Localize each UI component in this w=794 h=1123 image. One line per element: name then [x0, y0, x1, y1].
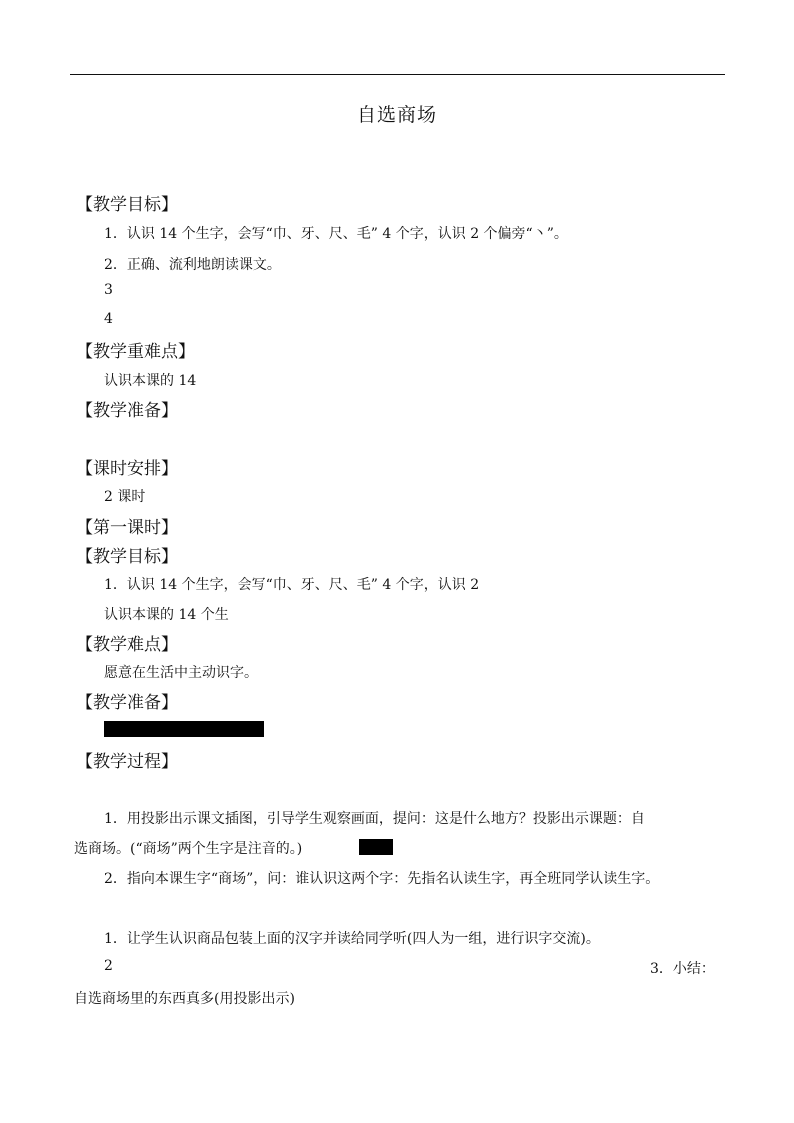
key-item-1: 认识本课的 14 [104, 373, 197, 389]
process-item-3: 1．让学生认识商品包装上面的汉字并读给同学听(四人为一组，进行识字交流)。 [104, 931, 600, 947]
goal2-item-2: 认识本课的 14 个生 [104, 607, 229, 623]
goal-item-4: 4 [104, 311, 113, 327]
page-title: 自选商场 [356, 104, 437, 126]
goal-item-2: 2．正确、流利地朗读课文。 [104, 257, 281, 273]
redaction-block [104, 721, 264, 737]
heading-schedule: 【课时安排】 [76, 459, 178, 479]
heading-teaching-goals: 【教学目标】 [76, 195, 178, 215]
process-item-2: 2．指向本课生字“商场”，问：谁认识这两个字：先指名认读生字，再全班同学认读生字。 [104, 871, 660, 887]
goal-item-1: 1．认识 14 个生字，会写“巾、牙、尺、毛” 4 个字，认识 2 个偏旁“丶”。 [104, 226, 568, 242]
process-item-5: 自选商场里的东西真多(用投影出示) [74, 991, 295, 1007]
process-item-4-right: 3．小结： [650, 961, 715, 977]
process-item-1a: 1．用投影出示课文插图，引导学生观察画面，提问：这是什么地方？投影出示课题：自 [104, 811, 645, 827]
header-rule [70, 74, 725, 75]
goal2-item-1: 1．认识 14 个生字，会写“巾、牙、尺、毛” 4 个字，认识 2 [104, 577, 480, 593]
process-item-1b: 选商场。(“商场”两个生字是注音的。) [74, 841, 303, 857]
difficulty-item-1: 愿意在生活中主动识字。 [104, 665, 258, 681]
heading-preparation-2: 【教学准备】 [76, 693, 178, 713]
process-item-4-left: 2 [104, 958, 113, 974]
redaction-block-small [359, 839, 393, 855]
heading-first-lesson: 【第一课时】 [76, 518, 178, 538]
schedule-item-1: 2 课时 [104, 489, 146, 505]
heading-preparation: 【教学准备】 [76, 401, 178, 421]
heading-difficulties: 【教学难点】 [76, 635, 178, 655]
heading-teaching-goals-2: 【教学目标】 [76, 547, 178, 567]
heading-key-difficulties: 【教学重难点】 [76, 342, 195, 362]
goal-item-3: 3 [104, 282, 113, 298]
heading-teaching-process: 【教学过程】 [76, 752, 178, 772]
